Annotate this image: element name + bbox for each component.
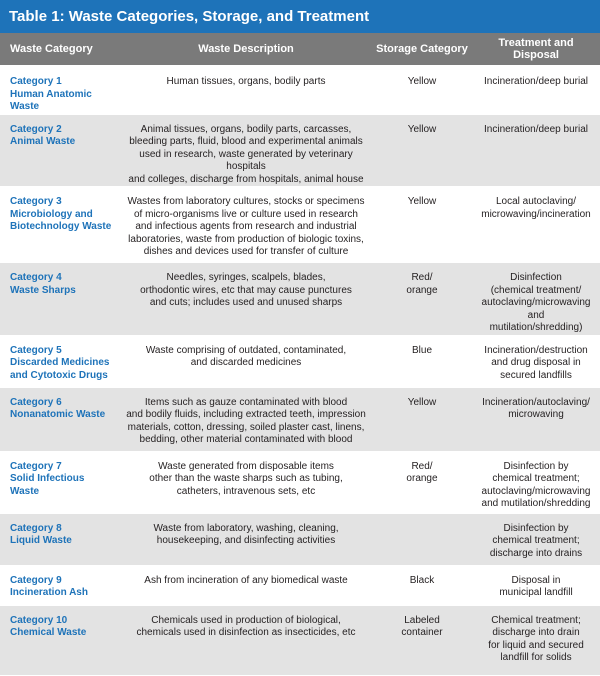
table-body <box>0 66 600 675</box>
category-line: Category 4 <box>10 272 62 283</box>
description-line: of micro-organisms live or culture used in research <box>134 208 358 220</box>
description-line: other than the waste sharps such as tubing, <box>149 473 343 484</box>
category-line: Solid Infectious Waste <box>10 473 85 497</box>
description-line: Chemicals used in production of biological, <box>151 614 341 626</box>
description-line: Waste from laboratory, washing, cleaning, <box>153 522 339 534</box>
treatment-line: Incineration/autoclaving/ <box>482 396 590 408</box>
category-line: Animal Waste <box>10 136 76 147</box>
description-line: and infectious agents from research and industrial <box>135 221 357 232</box>
header-waste-description: Waste Description <box>120 33 372 66</box>
category-line: Discarded Medicines <box>10 357 110 368</box>
category-cell <box>0 605 120 675</box>
storage-line: Yellow <box>407 196 437 207</box>
description-line: and cuts; includes used and unused sharps <box>149 297 343 308</box>
header-storage-category: Storage Category <box>372 33 472 66</box>
treatment-line: municipal landfill <box>499 587 573 598</box>
storage-cell <box>372 114 472 187</box>
storage-line: container <box>401 627 443 638</box>
treatment-cell <box>472 114 600 187</box>
description-cell <box>120 387 372 451</box>
storage-cell <box>372 187 472 263</box>
storage-cell <box>372 605 472 675</box>
table-row <box>0 263 600 336</box>
category-cell <box>0 451 120 513</box>
treatment-line: landfill for solids <box>500 652 572 663</box>
category-line: Category 8 <box>10 522 62 534</box>
description-cell <box>120 565 372 605</box>
description-line: Human tissues, organs, bodily parts <box>166 76 326 87</box>
treatment-line: (chemical treatment/ <box>490 284 582 296</box>
description-line: Needles, syringes, scalpels, blades, <box>166 272 326 283</box>
treatment-cell <box>472 263 600 336</box>
category-cell <box>0 513 120 565</box>
category-line: Chemical Waste <box>10 627 87 638</box>
description-line: dishes and devices used for transfer of culture <box>143 246 349 257</box>
treatment-line: Chemical treatment; <box>491 614 581 626</box>
treatment-cell <box>472 513 600 565</box>
table-row <box>0 187 600 263</box>
category-cell <box>0 565 120 605</box>
storage-line: Labeled <box>404 614 440 626</box>
description-cell <box>120 513 372 565</box>
storage-cell <box>372 387 472 451</box>
description-line: Animal tissues, organs, bodily parts, carcasses, <box>140 123 352 135</box>
category-line: Category 1 <box>10 76 62 87</box>
treatment-line: and drug disposal in <box>491 357 581 368</box>
category-line: and Cytotoxic Drugs <box>10 369 108 381</box>
table-row <box>0 605 600 675</box>
storage-line: Red/ <box>411 460 433 472</box>
category-line: Category 7 <box>10 460 62 472</box>
description-line: catheters, intravenous sets, etc <box>176 485 316 497</box>
storage-cell <box>372 335 472 387</box>
category-cell <box>0 387 120 451</box>
description-cell <box>120 335 372 387</box>
treatment-line: for liquid and secured <box>488 639 584 651</box>
treatment-line: Disinfection by <box>503 522 569 534</box>
storage-line: orange <box>406 473 438 484</box>
treatment-line: discharge into drain <box>492 627 580 638</box>
description-line: Ash from incineration of any biomedical waste <box>144 574 348 586</box>
treatment-line: Incineration/destruction <box>484 344 588 356</box>
storage-line: Yellow <box>407 76 437 87</box>
category-line: Waste Sharps <box>10 284 76 296</box>
treatment-line: and mutilation/shredding <box>481 498 591 509</box>
category-cell <box>0 66 120 114</box>
treatment-cell <box>472 605 600 675</box>
category-cell <box>0 335 120 387</box>
table-row <box>0 335 600 387</box>
treatment-line: mutilation/shredding) <box>489 322 583 333</box>
treatment-line: discharge into drains <box>489 547 583 559</box>
category-line: Category 5 <box>10 344 62 356</box>
category-cell <box>0 263 120 336</box>
category-line: Incineration Ash <box>10 587 88 598</box>
table-row <box>0 114 600 187</box>
treatment-cell <box>472 335 600 387</box>
treatment-line: chemical treatment; <box>492 535 580 546</box>
treatment-line: Incineration/deep burial <box>484 123 588 135</box>
description-cell <box>120 114 372 187</box>
description-line: Items such as gauze contaminated with blood <box>144 396 348 408</box>
treatment-line: microwaving/incineration <box>481 208 591 220</box>
treatment-cell <box>472 565 600 605</box>
description-line: and bodily fluids, including extracted teeth, impression <box>126 409 366 420</box>
treatment-cell <box>472 387 600 451</box>
category-line: Category 2 <box>10 123 62 135</box>
category-line: Category 9 <box>10 574 62 586</box>
table-row <box>0 387 600 451</box>
storage-cell <box>372 66 472 114</box>
storage-line: Yellow <box>407 396 437 408</box>
storage-line: Black <box>409 574 435 586</box>
storage-line: orange <box>406 284 438 296</box>
table-row <box>0 513 600 565</box>
description-line: and discarded medicines <box>190 357 302 368</box>
table-row <box>0 66 600 114</box>
description-line: bleeding parts, fluid, blood and experimental animals <box>129 136 363 147</box>
category-line: Category 3 <box>10 196 62 207</box>
description-line: Wastes from laboratory cultures, stocks or specimens <box>127 196 365 207</box>
category-line: Liquid Waste <box>10 535 72 546</box>
description-line: orthodontic wires, etc that may cause punctures <box>140 284 352 296</box>
storage-cell <box>372 263 472 336</box>
treatment-cell <box>472 451 600 513</box>
treatment-line: secured landfills <box>500 369 572 381</box>
storage-line: Yellow <box>407 123 437 135</box>
category-line: Microbiology and <box>10 208 93 220</box>
description-line: laboratories, waste from production of biologic toxins, <box>128 233 364 245</box>
storage-cell <box>372 513 472 565</box>
category-cell <box>0 187 120 263</box>
category-line: Category 6 <box>10 396 62 408</box>
treatment-line: Local autoclaving/ <box>495 196 577 207</box>
treatment-line: Incineration/deep burial <box>484 76 588 87</box>
header-treatment-disposal: Treatment and Disposal <box>472 33 600 66</box>
treatment-line: Disposal in <box>511 574 561 586</box>
description-cell <box>120 263 372 336</box>
description-line: Waste comprising of outdated, contaminated, <box>145 344 347 356</box>
description-line: used in research, waste generated by veterinary hospitals <box>139 148 353 172</box>
treatment-cell <box>472 187 600 263</box>
description-line: bedding, other material contaminated with blood <box>139 434 353 445</box>
treatment-line: autoclaving/microwaving and <box>481 297 591 321</box>
waste-table <box>0 33 600 676</box>
treatment-line: chemical treatment; <box>492 473 580 484</box>
table-row <box>0 565 600 605</box>
category-line: Biotechnology Waste <box>10 221 112 232</box>
category-line: Nonanatomic Waste <box>10 409 106 420</box>
category-line: Category 10 <box>10 614 68 626</box>
header-row <box>0 33 600 66</box>
description-line: materials, cotton, dressing, soiled plaster cast, linens, <box>127 421 365 433</box>
table-title: Table 1: Waste Categories, Storage, and Treatment <box>0 0 600 33</box>
category-line: Human Anatomic Waste <box>10 88 92 112</box>
description-line: and colleges, discharge from hospitals, animal house <box>128 173 364 185</box>
description-cell <box>120 605 372 675</box>
category-cell <box>0 114 120 187</box>
description-cell <box>120 66 372 114</box>
description-line: chemicals used in disinfection as insecticides, etc <box>136 627 356 638</box>
treatment-line: Disinfection <box>510 272 562 283</box>
treatment-cell <box>472 66 600 114</box>
storage-line: Blue <box>411 344 432 356</box>
description-line: Waste generated from disposable items <box>158 460 334 472</box>
storage-cell <box>372 451 472 513</box>
description-cell <box>120 451 372 513</box>
table-row <box>0 451 600 513</box>
treatment-line: microwaving <box>508 409 564 420</box>
storage-line: Red/ <box>411 272 433 283</box>
description-line: housekeeping, and disinfecting activities <box>156 535 336 546</box>
storage-cell <box>372 565 472 605</box>
treatment-line: autoclaving/microwaving <box>481 485 591 497</box>
description-cell <box>120 187 372 263</box>
treatment-line: Disinfection by <box>503 460 569 472</box>
header-waste-category: Waste Category <box>0 33 120 66</box>
